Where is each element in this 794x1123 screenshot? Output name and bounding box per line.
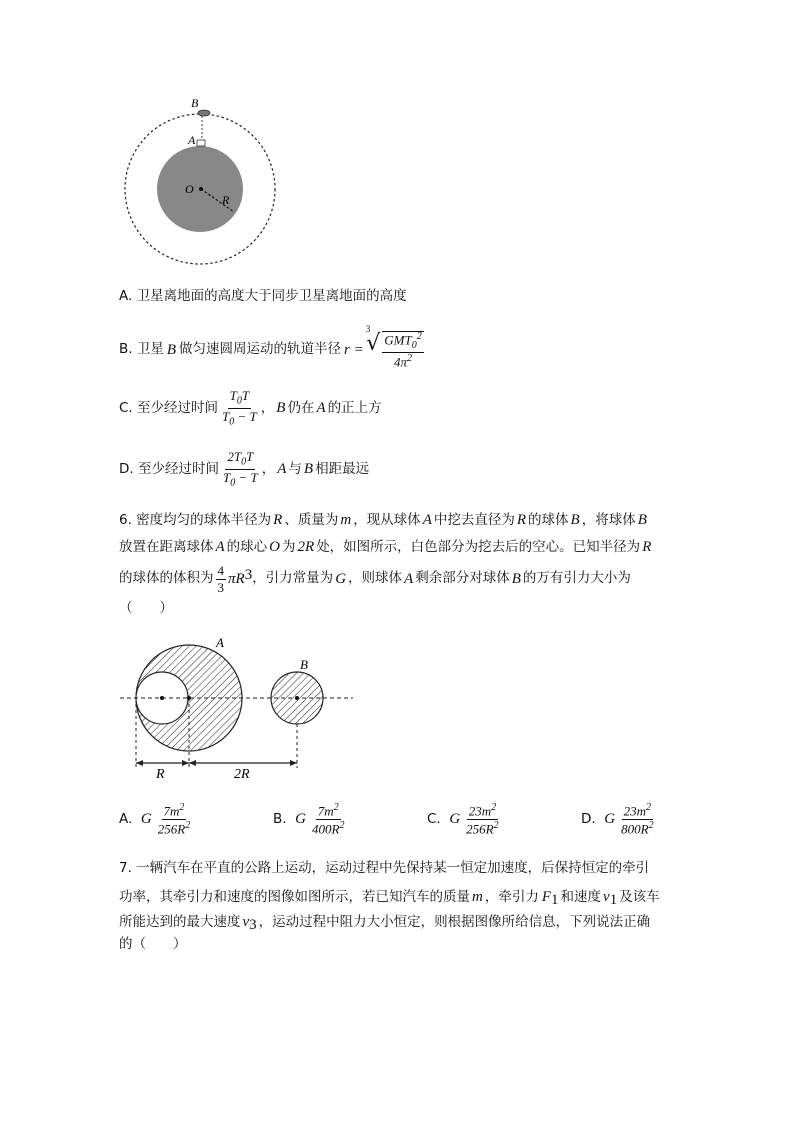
cube-root: 3 √ $\frac{GMT_0^2}{4\pi^2}$ [365,324,422,370]
q7-line-4: 的（ ） [119,936,187,952]
point-A-box [197,140,205,146]
q6-line-4: （ ） [119,600,173,616]
fraction-d: $\frac{2T_0T}{T_0 - T}$ [222,449,258,489]
label-R: R [222,193,230,207]
q6-option-c: C. G $\frac{23m^2}{256R^2}$ [427,802,499,837]
label-B: B [191,96,199,110]
q7-line-2: 功率，其牵引力和速度的图像如图所示，若已知汽车的质量 m ，牵引力 F 1 和速度 v 1 及该车 [119,888,660,908]
label-O: O [185,182,194,196]
q6-line-2: 放置在距离球体 A 的球心 O 为 2R 处，如图所示，白色部分为挖去后的空心。已知半径为 R [119,538,652,555]
q5-option-c: C. 至少经过时间 $\frac{T_0T}{T_0 - T}$ ， B 仍在 A 的正上方 [119,388,382,428]
label-A: A [216,635,224,650]
fraction-c: $\frac{T_0T}{T_0 - T}$ [222,388,257,428]
q5-option-b: B. 卫星 B 做匀速圆周运动的轨道半径 r = 3 √ $\frac{GMT_0^2}{4\pi^2}$ [119,331,426,369]
center-dot [199,187,203,191]
q6-option-d: D. G $\frac{23m^2}{800R^2}$ [581,802,654,837]
q6-line-1: 6. 密度均匀的球体半径为 R 、质量为 m ，现从球体 A 中挖去直径为 R 的球体 B ，将球体 B [119,511,647,528]
label-B: B [300,657,308,672]
label-A: A [188,133,196,147]
dim-2R: 2R [234,767,250,782]
B-center [295,696,299,700]
q7-line-3: 所能达到的最大速度 v 3 ，运动过程中阻力大小恒定，则根据图像所给信息，下列说法正确 [119,913,651,933]
cavity-center [160,696,164,700]
q6-option-a: A. G $\frac{7m^2}{256R^2}$ [119,802,191,837]
hollow-sphere-figure [118,632,363,782]
satellite-orbit-figure [118,92,288,272]
q5-option-d: D. 至少经过时间 $\frac{2T_0T}{T_0 - T}$ ， A 与 B 相距最远 [119,449,370,489]
q7-line-1: 7. 一辆汽车在平直的公路上运动，运动过程中先保持某一恒定加速度，后保持恒定的牵引 [119,860,650,876]
dim-R: R [156,767,165,782]
q5-option-a: A. 卫星离地面的高度大于同步卫星离地面的高度 [119,288,407,304]
satellite-B [198,110,210,116]
q6-line-3: 的球体的体积为 $\frac{4}{3}$ πR 3 ，引力常量为 G ，则球体 A 剩余部分对球体 B 的万有引力大小为 [119,563,631,595]
q6-option-b: B. G $\frac{7m^2}{400R^2}$ [273,802,345,837]
caption-equator: 赤道 [187,235,212,249]
